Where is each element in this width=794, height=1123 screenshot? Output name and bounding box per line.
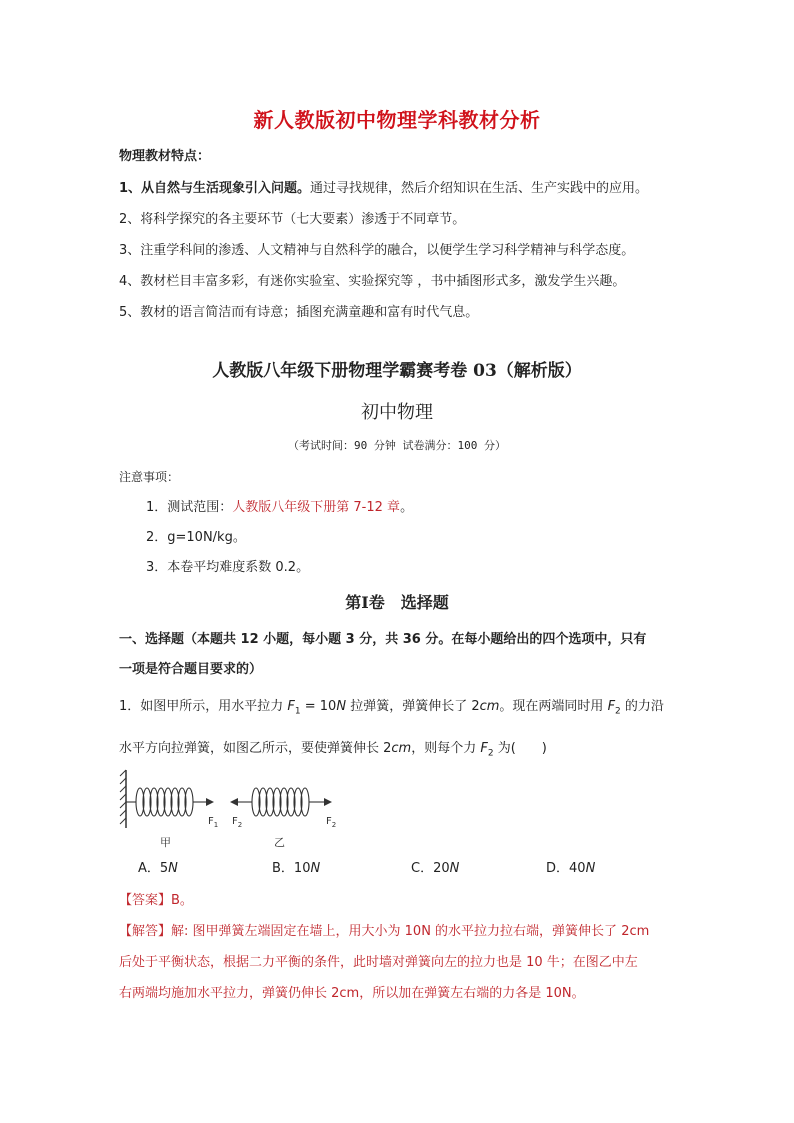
explanation-line: 【解答】解: 图甲弹簧左端固定在墙上，用大小为 10N 的水平拉力拉右端，弹簧伸长了 2cm: [119, 924, 650, 939]
arrow-right-icon: [206, 798, 214, 806]
spring-icon: [238, 788, 324, 816]
exam-subject: 初中物理: [361, 402, 433, 423]
feature-item: 2、将科学探究的各主要环节（七大要素）渗透于不同章节。: [119, 212, 466, 227]
explanation-line: 后处于平衡状态，根据二力平衡的条件，此时墙对弹簧向左的拉力也是 10 牛；在图乙中左: [119, 955, 638, 970]
feature-item: 3、注重学科间的渗透、人文精神与自然科学的融合，以便学生学习科学精神与科学态度。: [119, 243, 635, 258]
figure-label-jia: 甲: [160, 836, 171, 849]
explanation-line: 右两端均施加水平拉力，弹簧仍伸长 2cm，所以加在弹簧左右端的力各是 10N。: [119, 986, 585, 1001]
force-label-f2-left: $F_2$: [232, 816, 243, 829]
arrow-left-icon: [230, 798, 238, 806]
force-label-f2-right: $F_2$: [326, 816, 337, 829]
exam-title: 人教版八年级下册物理学霸赛考卷 03（解析版）: [212, 361, 582, 381]
note-item: 3．本卷平均难度系数 0.2。: [146, 560, 310, 575]
feature-item: 5、教材的语言简洁而有诗意；插图充满童趣和富有时代气息。: [119, 305, 479, 320]
option-d: D．40N: [546, 861, 596, 876]
note-item: 2．g=10N/kg。: [146, 530, 246, 545]
wall-icon: [120, 770, 126, 828]
question-stem: 水平方向拉弹簧，如图乙所示，要使弹簧伸长 2cm，则每个力 $F_2$ 为( ): [119, 741, 547, 759]
notes-heading: 注意事项：: [119, 470, 180, 484]
arrow-right-icon: [324, 798, 332, 806]
option-c: C．20N: [411, 861, 460, 876]
figure-label-yi: 乙: [274, 836, 285, 849]
option-b: B．10N: [272, 861, 321, 876]
feature-item: 1、从自然与生活现象引入问题。通过寻找规律，然后介绍知识在生活、生产实践中的应用。: [119, 181, 649, 196]
note-item: 1．测试范围：人教版八年级下册第 7-12 章。: [146, 500, 414, 515]
features-heading: 物理教材特点：: [119, 149, 211, 164]
exam-info: （考试时间：90 分钟 试卷满分：100 分）: [288, 439, 506, 452]
feature-item: 4、教材栏目丰富多彩，有迷你实验室、实验探究等 ，书中插图形式多，激发学生兴趣。: [119, 274, 626, 289]
spring-icon: [126, 788, 206, 816]
spring-figure: [118, 766, 358, 852]
force-label-f1: $F_1$: [208, 816, 219, 829]
section-description: 一项是符合题目要求的）: [119, 662, 263, 677]
question-stem: 1．如图甲所示，用水平拉力 $F_1 = 10N$ 拉弹簧，弹簧伸长了 2cm。现在两端同时用 $F_2$ 的力沿: [119, 699, 664, 717]
part-title: 第Ⅰ卷 选择题: [345, 593, 449, 612]
answer: 【答案】B。: [119, 893, 193, 908]
option-a: A．5N: [138, 861, 178, 876]
section-description: 一、选择题（本题共 12 小题，每小题 3 分，共 36 分。在每小题给出的四个选项中，只有: [119, 632, 647, 647]
document-title: 新人教版初中物理学科教材分析: [253, 108, 541, 132]
